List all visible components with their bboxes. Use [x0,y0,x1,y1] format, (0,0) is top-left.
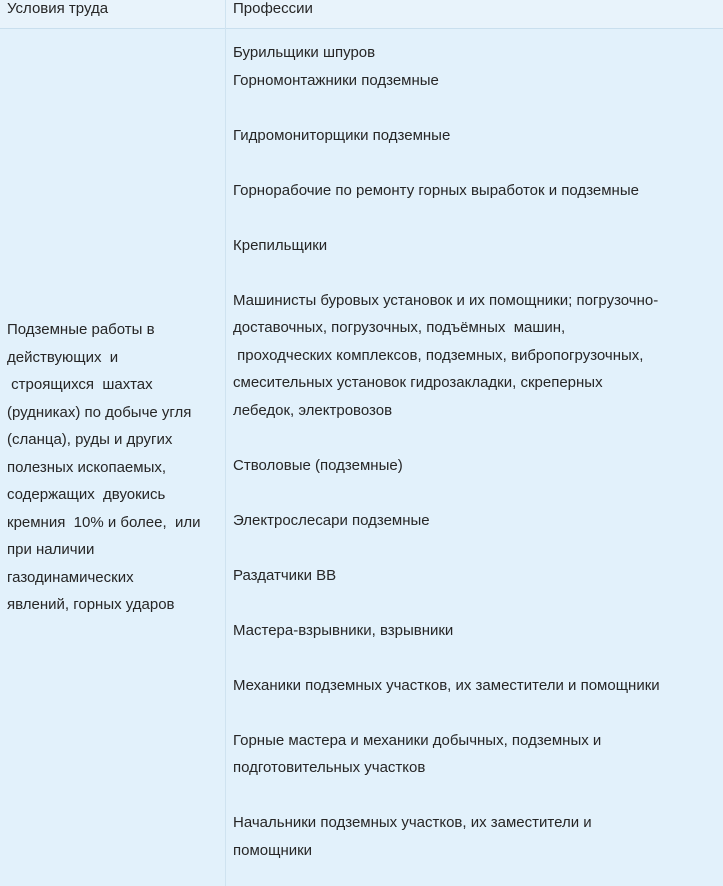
profession-item: Раздатчики ВВ [233,566,337,584]
profession-item: Гидромониторщики подземные [233,126,451,144]
professions-cell [233,39,721,864]
table-header-row [0,0,723,29]
header-conditions: Условия труда [7,0,109,17]
profession-item: Горнорабочие по ремонту горных выработок и подземные [233,181,639,199]
profession-item: Машинисты буровых установок и их помощники; погрузочно- доставочных, погрузочных, подъёмных машин, проходческих комплексов, подземных, вибропогрузочных, смесительных установок гидрозакладки, скреперных лебедок, электровозов [233,291,659,419]
condition-cell: Подземные работы в действующих и строящихся шахтах (рудниках) по добыче угля (сланца), руды и других полезных ископаемых, содержащих двуокись кремния 10% и более, или при наличии газодинамических явлений, горных ударов [7,321,201,613]
profession-item: Горные мастера и механики добычных, подземных и подготовительных участков [233,731,602,776]
column-divider [225,0,226,886]
profession-item: Горномонтажники подземные [233,71,439,89]
profession-item: Механики подземных участков, их заместители и помощники [233,676,660,694]
profession-item: Бурильщики шпуров [233,44,376,61]
profession-item: Стволовые (подземные) [233,456,403,474]
profession-item: Мастера-взрывники, взрывники [233,621,454,639]
header-professions: Профессии [233,0,313,17]
profession-item: Крепильщики [233,236,328,254]
profession-item: Начальники подземных участков, их заместители и помощники [233,814,592,859]
profession-item: Электрослесари подземные [233,511,430,529]
